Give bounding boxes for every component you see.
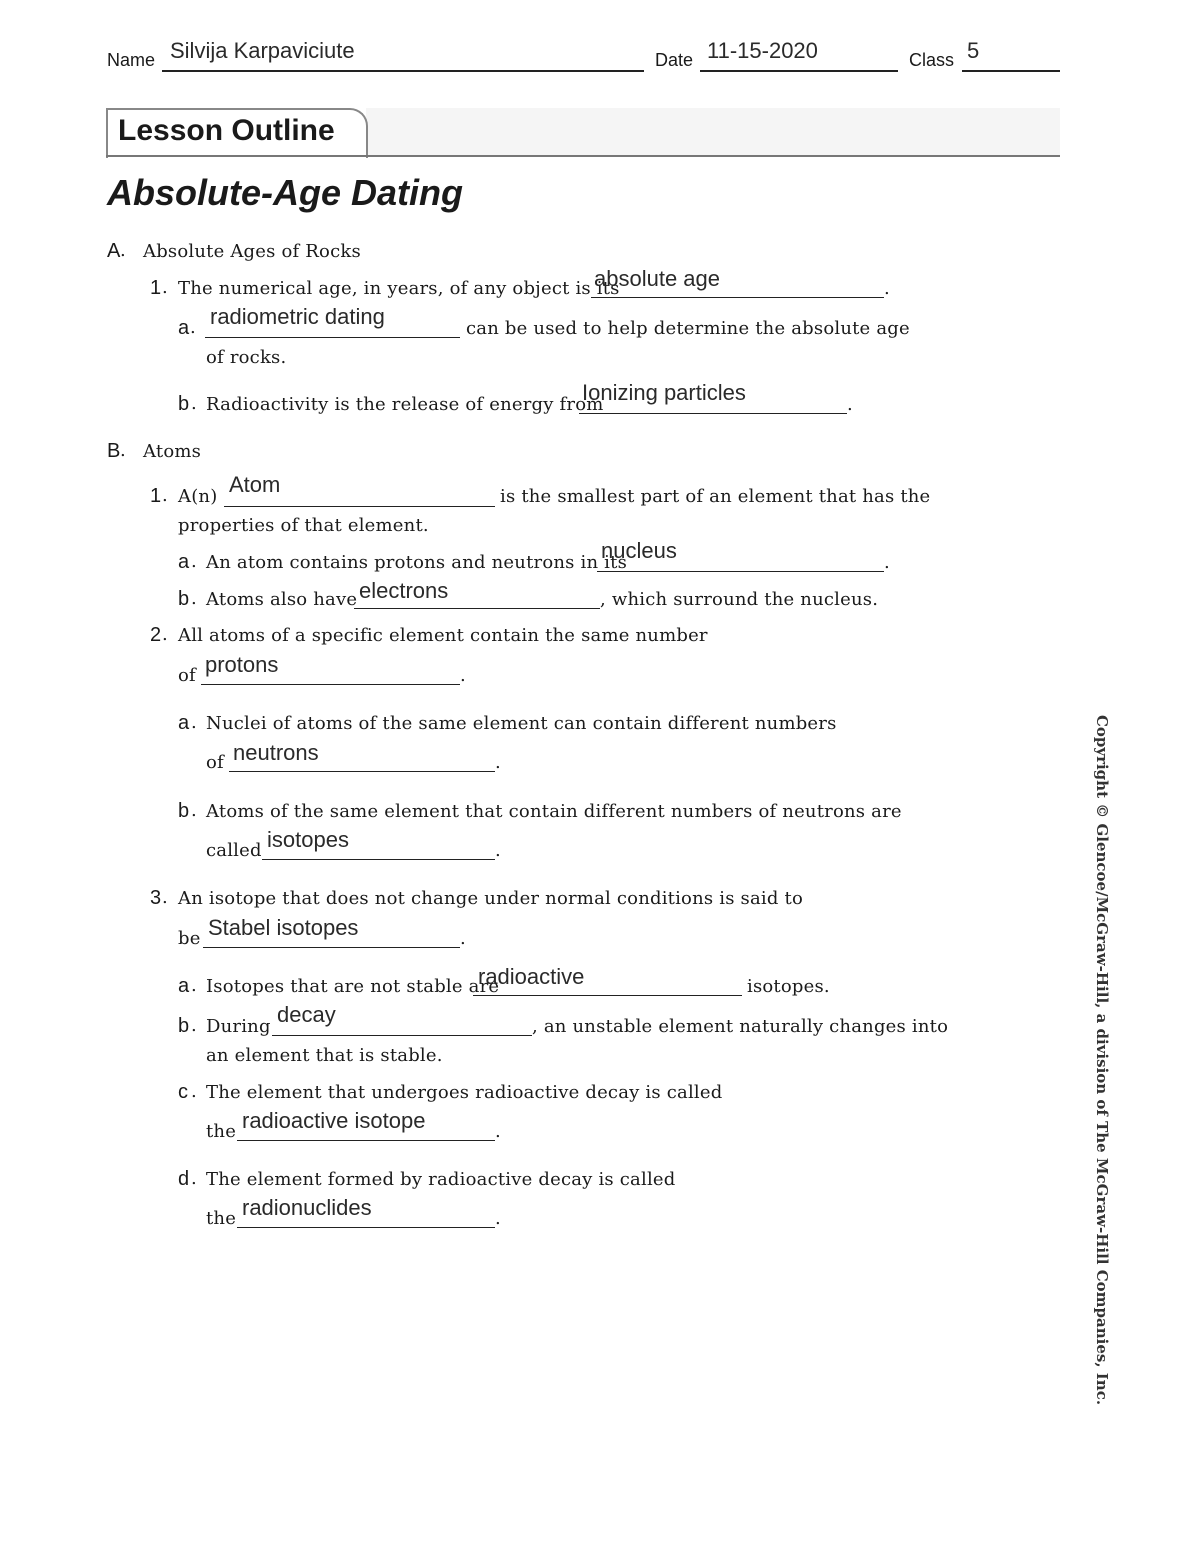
- class-underline: [962, 70, 1060, 72]
- subitem-text: The element that undergoes radioactive decay is called: [206, 1082, 723, 1103]
- section-b-heading: Atoms: [143, 441, 202, 462]
- section-b-dot: .: [120, 440, 126, 461]
- answer-radioactive[interactable]: radioactive: [478, 964, 585, 989]
- subitem-marker: a: [178, 975, 190, 997]
- section-b-marker: B: [107, 440, 121, 462]
- subitem-dot: .: [191, 1015, 197, 1036]
- subitem-dot: .: [191, 800, 197, 821]
- subitem-text-end: .: [847, 394, 853, 415]
- subitem-dot: .: [191, 551, 197, 572]
- subitem-text-line2: an element that is stable.: [206, 1045, 443, 1066]
- subitem-dot: .: [190, 317, 196, 338]
- answer-decay[interactable]: decay: [277, 1002, 336, 1027]
- answer-blank: [272, 1035, 532, 1036]
- answer-blank: [354, 608, 600, 609]
- answer-blank: [579, 413, 847, 414]
- subitem-marker: d: [178, 1168, 190, 1190]
- answer-radioactive-isotope[interactable]: radioactive isotope: [242, 1108, 426, 1133]
- answer-protons[interactable]: protons: [205, 652, 279, 677]
- subitem-text-cont: , an unstable element naturally changes into: [532, 1016, 949, 1037]
- date-underline: [700, 70, 898, 72]
- subitem-text-prefix: called: [206, 840, 262, 861]
- answer-blank: [205, 337, 460, 338]
- answer-blank: [262, 859, 495, 860]
- name-label: Name: [107, 50, 156, 70]
- answer-absolute-age[interactable]: absolute age: [594, 266, 720, 291]
- answer-isotopes[interactable]: isotopes: [267, 827, 349, 852]
- date-field[interactable]: 11-15-2020: [707, 38, 818, 63]
- answer-blank: [224, 506, 495, 507]
- subitem-text-end: .: [495, 840, 501, 861]
- item-marker: 3: [150, 887, 162, 909]
- subitem-marker: b: [178, 1015, 190, 1037]
- banner-rule: [106, 155, 1060, 157]
- date-label: Date: [655, 50, 694, 70]
- section-a-marker: A: [107, 240, 121, 262]
- subitem-dot: .: [191, 393, 197, 414]
- subitem-text-end: isotopes.: [747, 976, 830, 997]
- answer-ionizing-particles[interactable]: Ionizing particles: [582, 380, 746, 405]
- page-title: Absolute-Age Dating: [107, 172, 463, 213]
- subitem-dot: .: [191, 975, 197, 996]
- subitem-marker: a: [178, 551, 190, 573]
- section-a-heading: Absolute Ages of Rocks: [143, 241, 361, 262]
- subitem-text: The element formed by radioactive decay is called: [206, 1169, 676, 1190]
- answer-radiometric-dating[interactable]: radiometric dating: [210, 304, 385, 329]
- subitem-text: Atoms of the same element that contain different numbers of neutrons are: [206, 801, 902, 822]
- item-text: The numerical age, in years, of any object is its: [178, 278, 620, 299]
- subitem-text: Atoms also have: [206, 589, 358, 610]
- subitem-dot: .: [191, 588, 197, 609]
- subitem-text-end: .: [495, 1208, 501, 1229]
- answer-neutrons[interactable]: neutrons: [233, 740, 319, 765]
- class-field[interactable]: 5: [967, 38, 980, 63]
- subitem-marker: b: [178, 393, 190, 415]
- subitem-text-line2: of rocks.: [206, 347, 287, 368]
- subitem-text: Nuclei of atoms of the same element can contain different numbers: [206, 713, 837, 734]
- item-marker: 1: [150, 277, 162, 299]
- item-dot: .: [162, 887, 168, 908]
- item-text-prefix: be: [178, 928, 201, 949]
- answer-blank: [203, 947, 460, 948]
- name-field[interactable]: Silvija Karpaviciute: [170, 38, 355, 63]
- subitem-marker: c: [178, 1081, 188, 1103]
- subitem-text: can be used to help determine the absolute age: [466, 318, 910, 339]
- subitem-marker: a: [178, 712, 190, 734]
- subitem-text-end: .: [884, 552, 890, 573]
- subitem-marker: a: [178, 317, 190, 339]
- subitem-text: Radioactivity is the release of energy from: [206, 394, 604, 415]
- item-dot: .: [162, 277, 168, 298]
- answer-nucleus[interactable]: nucleus: [601, 538, 677, 563]
- answer-blank: [229, 771, 495, 772]
- subitem-text-end: .: [495, 752, 501, 773]
- subitem-marker: b: [178, 588, 190, 610]
- item-text-end: .: [460, 928, 466, 949]
- item-text: A(n): [178, 486, 218, 507]
- subitem-text-prefix: the: [206, 1208, 237, 1229]
- name-underline: [162, 70, 644, 72]
- item-marker: 1: [150, 485, 162, 507]
- answer-blank: [201, 684, 460, 685]
- copyright-notice: Copyright © Glencoe/McGraw-Hill, a division of The McGraw-Hill Companies, Inc.: [1093, 714, 1111, 1406]
- answer-radionuclides[interactable]: radionuclides: [242, 1195, 372, 1220]
- subitem-text-end: .: [495, 1121, 501, 1142]
- answer-electrons[interactable]: electrons: [359, 578, 449, 603]
- answer-blank: [597, 571, 884, 572]
- item-dot: .: [162, 485, 168, 506]
- answer-blank: [237, 1227, 495, 1228]
- item-text-cont: is the smallest part of an element that has the: [500, 486, 931, 507]
- subitem-marker: b: [178, 800, 190, 822]
- answer-stable-isotopes[interactable]: Stabel isotopes: [208, 915, 359, 940]
- subitem-text-end: , which surround the nucleus.: [600, 589, 879, 610]
- subitem-text: An atom contains protons and neutrons in its: [206, 552, 628, 573]
- section-tab-label: Lesson Outline: [118, 114, 335, 147]
- subitem-text-prefix: the: [206, 1121, 237, 1142]
- item-text: All atoms of a specific element contain the same number: [178, 625, 708, 646]
- answer-blank: [591, 297, 884, 298]
- section-a-dot: .: [120, 240, 126, 261]
- subitem-text-prefix: of: [206, 752, 224, 773]
- answer-atom[interactable]: Atom: [229, 472, 281, 497]
- item-text-end: .: [884, 278, 890, 299]
- item-marker: 2: [150, 624, 162, 646]
- subitem-text: Isotopes that are not stable are: [206, 976, 500, 997]
- answer-blank: [473, 995, 742, 996]
- item-dot: .: [162, 624, 168, 645]
- subitem-dot: .: [191, 712, 197, 733]
- item-text: An isotope that does not change under normal conditions is said to: [178, 888, 803, 909]
- banner-background: [366, 108, 1060, 156]
- item-text-line2: properties of that element.: [178, 515, 429, 536]
- answer-blank: [237, 1140, 495, 1141]
- subitem-dot: .: [191, 1081, 197, 1102]
- subitem-text: During: [206, 1016, 271, 1037]
- item-text-end: .: [460, 665, 466, 686]
- item-text-prefix: of: [178, 665, 196, 686]
- class-label: Class: [909, 50, 955, 70]
- subitem-dot: .: [191, 1168, 197, 1189]
